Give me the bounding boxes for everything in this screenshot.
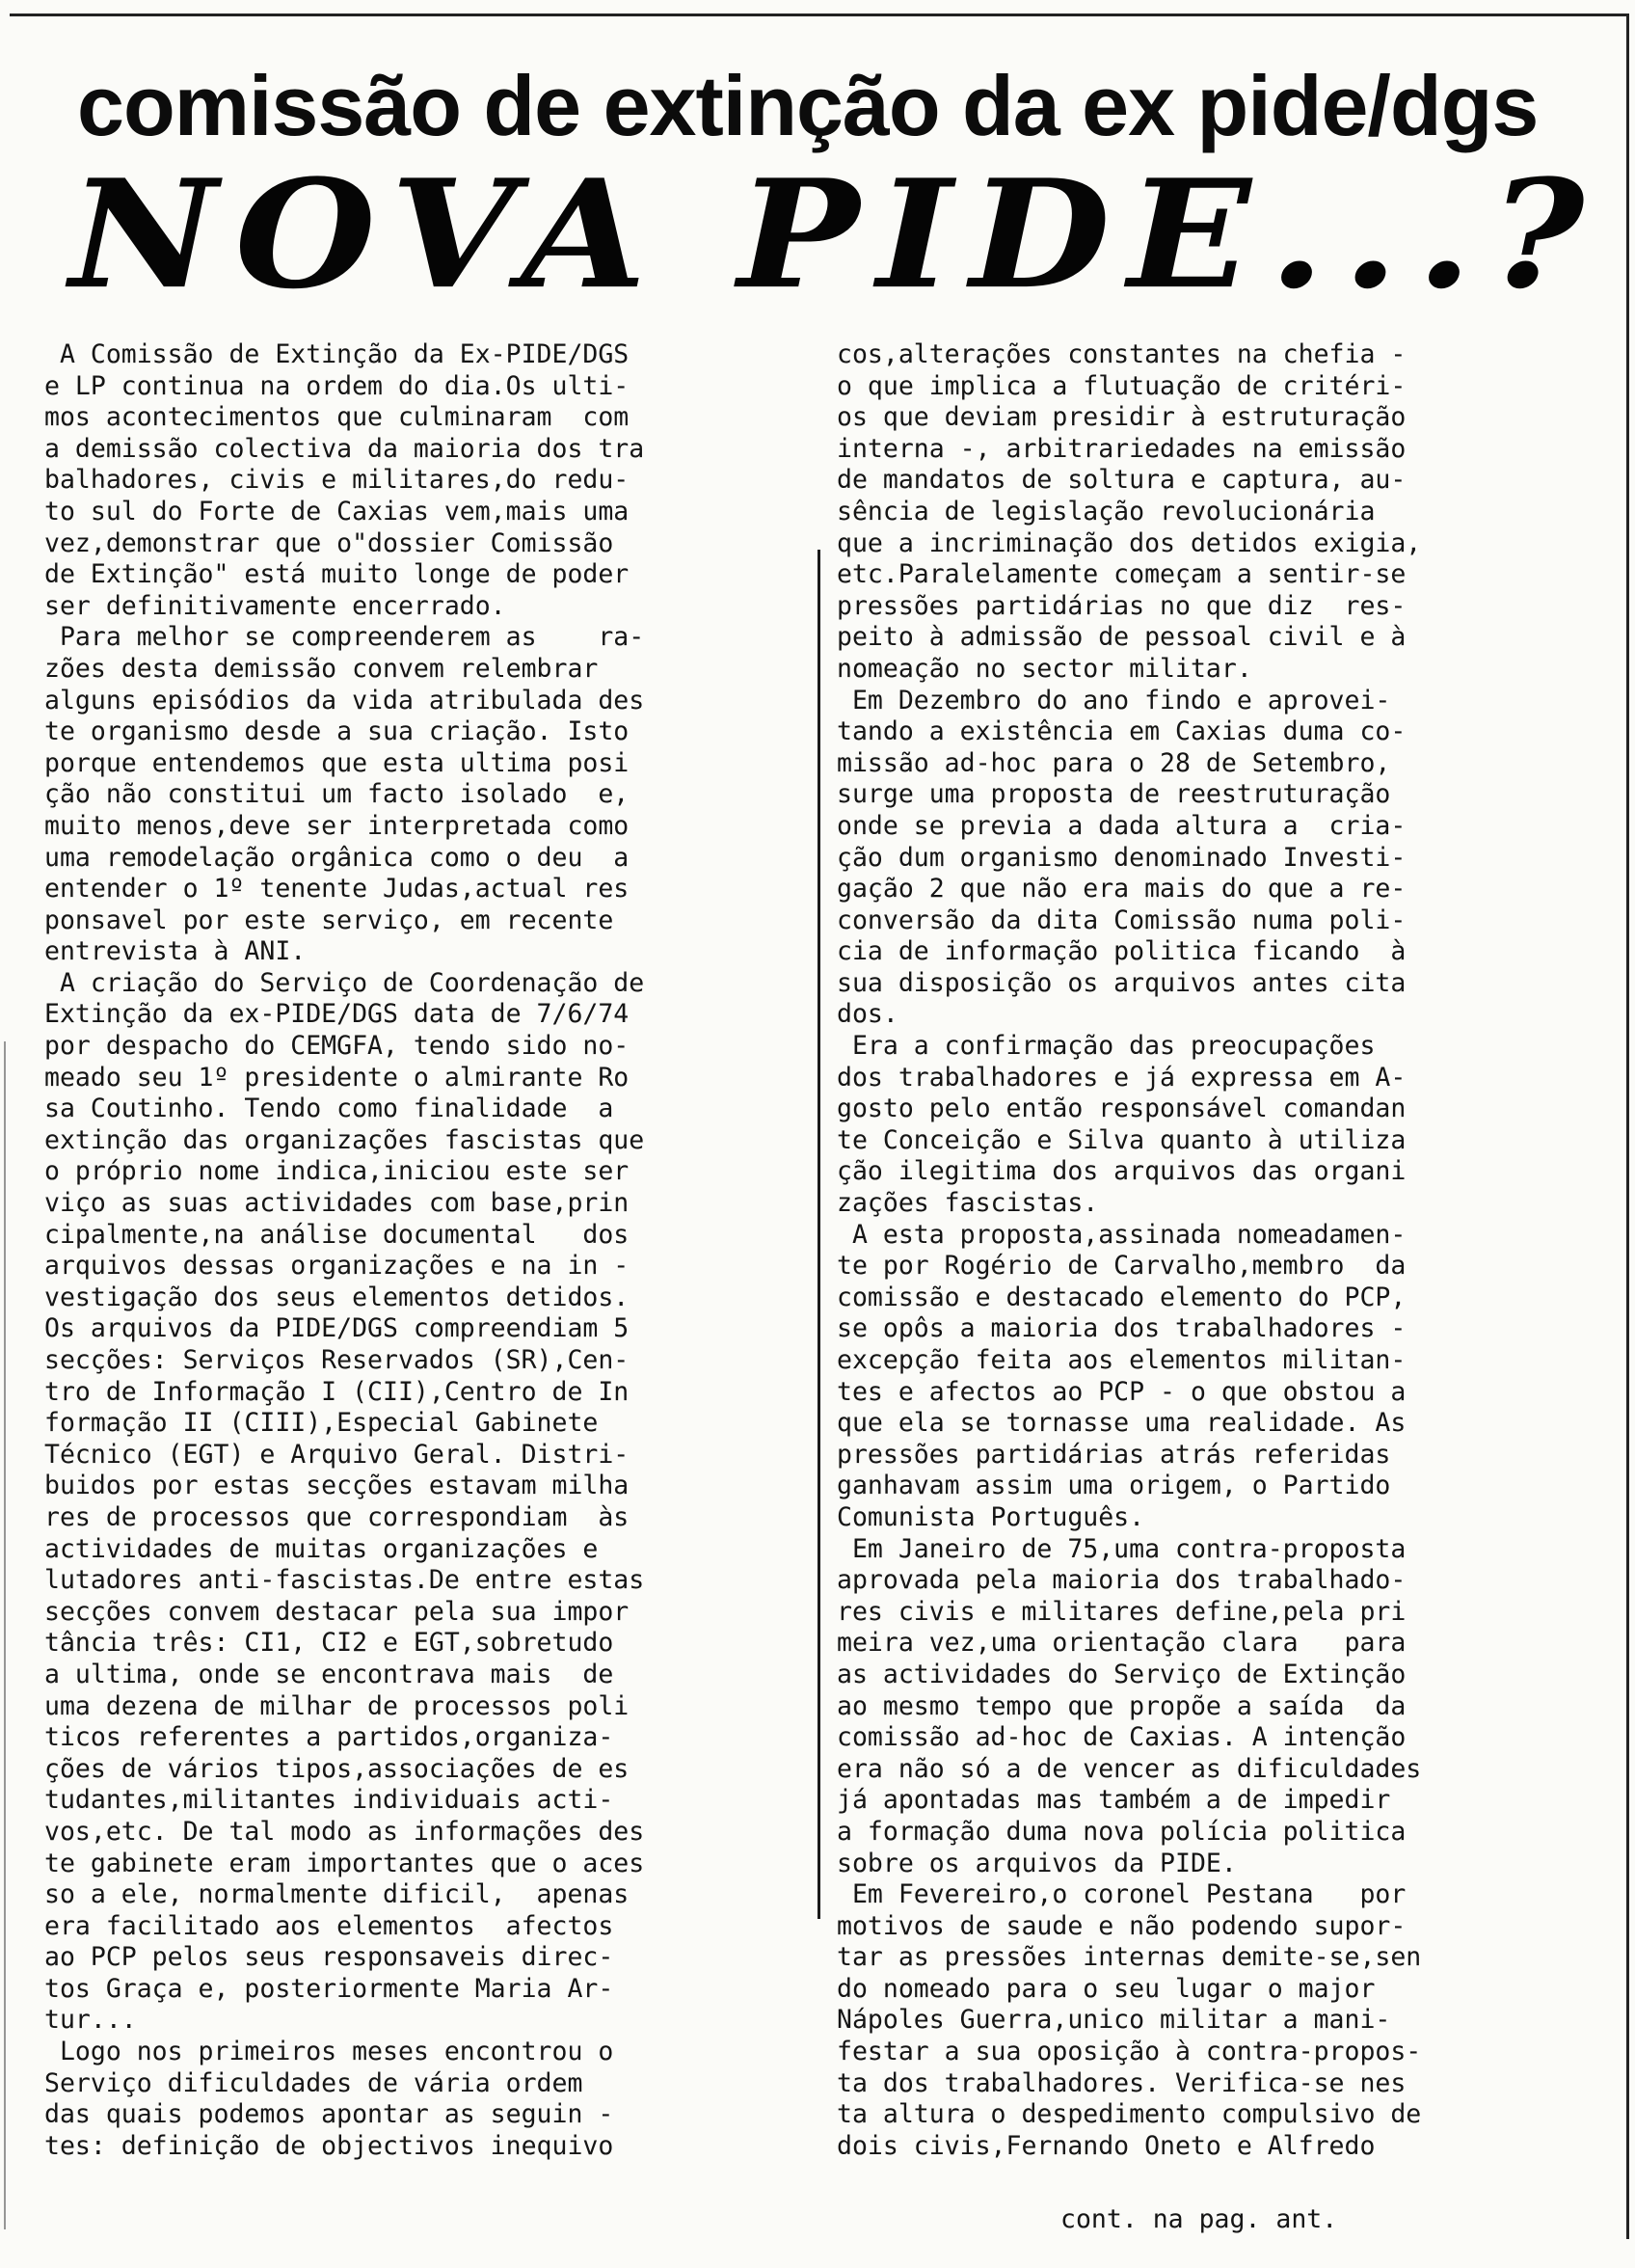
article-line: Comunista Português. bbox=[837, 1501, 1145, 1532]
article-line: por despacho do CEMGFA, tendo sido no- bbox=[44, 1031, 630, 1062]
article-line: to sul do Forte de Caxias vem,mais uma bbox=[44, 496, 630, 526]
article-line: dois civis,Fernando Oneto e Alfredo bbox=[837, 2130, 1376, 2161]
article-line: tes e afectos ao PCP - o que obstou a bbox=[837, 1376, 1407, 1407]
article-line: meira vez,uma orientação clara para bbox=[837, 1628, 1407, 1659]
article-line: do nomeado para o seu lugar o major bbox=[837, 1973, 1376, 2004]
column-divider bbox=[818, 550, 820, 1919]
article-line: entrevista à ANI. bbox=[44, 936, 307, 967]
article-line: entender o 1º tenente Judas,actual res bbox=[44, 874, 630, 904]
headline-title: NOVA PIDE...? bbox=[69, 146, 1602, 322]
article-line: Extinção da ex-PIDE/DGS data de 7/6/74 bbox=[44, 999, 630, 1030]
article-line: aprovada pela maioria dos trabalhado- bbox=[837, 1565, 1407, 1596]
article-line: nomeação no sector militar. bbox=[837, 653, 1252, 684]
article-line: ao PCP pelos seus responsaveis direc- bbox=[44, 1942, 614, 1973]
article-line: tur... bbox=[44, 2005, 137, 2036]
article-line: o próprio nome indica,iniciou este ser bbox=[44, 1156, 630, 1187]
article-line: pressões partidárias atrás referidas bbox=[837, 1439, 1391, 1470]
article-line: as actividades do Serviço de Extinção bbox=[837, 1659, 1407, 1689]
article-left-column bbox=[44, 339, 796, 2162]
article-line: Em Dezembro do ano findo e aprovei- bbox=[837, 685, 1391, 716]
article-line: que ela se tornasse uma realidade. As bbox=[837, 1408, 1407, 1439]
article-line: ser definitivamente encerrado. bbox=[44, 590, 506, 621]
article-line: formação II (CIII),Especial Gabinete bbox=[44, 1408, 599, 1439]
article-line: te organismo desde a sua criação. Isto bbox=[44, 716, 630, 747]
article-line: pressões partidárias no que diz res- bbox=[837, 590, 1407, 621]
article-line: vestigação dos seus elementos detidos. bbox=[44, 1282, 630, 1312]
article-line: A criação do Serviço de Coordenação de bbox=[44, 967, 645, 998]
article-line: secções convem destacar pela sua impor bbox=[44, 1596, 630, 1627]
article-line: dos trabalhadores e já expressa em A- bbox=[837, 1062, 1407, 1093]
article-line: de Extinção" está muito longe de poder bbox=[44, 559, 630, 590]
article-line: tar as pressões internas demite-se,sen bbox=[837, 1942, 1422, 1973]
article-line: a ultima, onde se encontrava mais de bbox=[44, 1659, 614, 1689]
article-line: sa Coutinho. Tendo como finalidade a bbox=[44, 1094, 614, 1124]
article-line: vos,etc. De tal modo as informações des bbox=[44, 1816, 645, 1847]
article-line: sobre os arquivos da PIDE. bbox=[837, 1848, 1237, 1878]
article-line: cipalmente,na análise documental dos bbox=[44, 1219, 630, 1250]
article-line: interna -, arbitrariedades na emissão bbox=[837, 433, 1407, 464]
article-line: extinção das organizações fascistas que bbox=[44, 1124, 645, 1155]
article-line: porque entendemos que esta ultima posi bbox=[44, 747, 630, 778]
article-line: tância três: CI1, CI2 e EGT,sobretudo bbox=[44, 1628, 614, 1659]
article-right-column bbox=[837, 339, 1589, 2162]
article-line: dos. bbox=[837, 999, 898, 1030]
article-line: já apontadas mas também a de impedir bbox=[837, 1785, 1391, 1816]
article-line: excepção feita aos elementos militan- bbox=[837, 1345, 1407, 1375]
article-line: te Conceição e Silva quanto à utiliza bbox=[837, 1124, 1407, 1155]
article-line: Serviço dificuldades de vária ordem bbox=[44, 2067, 583, 2098]
article-line: tro de Informação I (CII),Centro de In bbox=[44, 1376, 630, 1407]
article-line: surge uma proposta de reestruturação bbox=[837, 779, 1391, 810]
article-line: era facilitado aos elementos afectos bbox=[44, 1910, 614, 1941]
article-line: tos Graça e, posteriormente Maria Ar- bbox=[44, 1973, 614, 2004]
right-border-rule bbox=[1626, 14, 1629, 2239]
article-line: gação 2 que não era mais do que a re- bbox=[837, 874, 1407, 904]
article-line: ta dos trabalhadores. Verifica-se nes bbox=[837, 2067, 1407, 2098]
article-line: mos acontecimentos que culminaram com bbox=[44, 402, 630, 433]
article-line: conversão da dita Comissão numa poli- bbox=[837, 904, 1407, 935]
article-line: ção não constitui um facto isolado e, bbox=[44, 779, 630, 810]
article-line: Os arquivos da PIDE/DGS compreendiam 5 bbox=[44, 1313, 630, 1344]
article-line: onde se previa a dada altura a cria- bbox=[837, 810, 1407, 841]
article-line: sua disposição os arquivos antes cita bbox=[837, 967, 1407, 998]
article-line: peito à admissão de pessoal civil e à bbox=[837, 622, 1407, 653]
article-line: a demissão colectiva da maioria dos tra bbox=[44, 433, 645, 464]
article-line: de mandatos de soltura e captura, au- bbox=[837, 465, 1407, 496]
article-line: e LP continua na ordem do dia.Os ulti- bbox=[44, 370, 630, 401]
article-line: buidos por estas secções estavam milha bbox=[44, 1471, 630, 1501]
article-line: zões desta demissão convem relembrar bbox=[44, 653, 599, 684]
article-line: vez,demonstrar que o"dossier Comissão bbox=[44, 527, 614, 558]
article-line: comissão e destacado elemento do PCP, bbox=[837, 1282, 1407, 1312]
article-line: missão ad-hoc para o 28 de Setembro, bbox=[837, 747, 1391, 778]
article-line: lutadores anti-fascistas.De entre estas bbox=[44, 1565, 645, 1596]
top-border-rule bbox=[10, 14, 1629, 16]
article-line: a formação duma nova polícia politica bbox=[837, 1816, 1407, 1847]
article-line: que a incriminação dos detidos exigia, bbox=[837, 527, 1422, 558]
article-line: muito menos,deve ser interpretada como bbox=[44, 810, 630, 841]
article-line: ção dum organismo denominado Investi- bbox=[837, 842, 1407, 873]
article-line: A Comissão de Extinção da Ex-PIDE/DGS bbox=[44, 339, 630, 369]
article-line: ção ilegitima dos arquivos das organi bbox=[837, 1156, 1407, 1187]
article-line: te por Rogério de Carvalho,membro da bbox=[837, 1251, 1407, 1282]
article-line: tudantes,militantes individuais acti- bbox=[44, 1785, 614, 1816]
article-line: das quais podemos apontar as seguin - bbox=[44, 2099, 614, 2130]
article-line: Para melhor se compreenderem as ra- bbox=[44, 622, 645, 653]
article-line: te gabinete eram importantes que o aces bbox=[44, 1848, 645, 1878]
article-line: cos,alterações constantes na chefia - bbox=[837, 339, 1407, 369]
article-line: arquivos dessas organizações e na in - bbox=[44, 1251, 630, 1282]
article-line: gosto pelo então responsável comandan bbox=[837, 1094, 1407, 1124]
article-line: Logo nos primeiros meses encontrou o bbox=[44, 2037, 614, 2067]
article-line: ta altura o despedimento compulsivo de bbox=[837, 2099, 1422, 2130]
article-line: Técnico (EGT) e Arquivo Geral. Distri- bbox=[44, 1439, 630, 1470]
article-line: secções: Serviços Reservados (SR),Cen- bbox=[44, 1345, 630, 1375]
article-line: ganhavam assim uma origem, o Partido bbox=[837, 1471, 1391, 1501]
article-line: comissão ad-hoc de Caxias. A intenção bbox=[837, 1722, 1407, 1753]
article-line: res de processos que correspondiam às bbox=[44, 1501, 630, 1532]
article-line: os que deviam presidir à estruturação bbox=[837, 402, 1407, 433]
article-line: Em Janeiro de 75,uma contra-proposta bbox=[837, 1533, 1407, 1564]
headline-kicker: comissão de extinção da ex pide/dgs bbox=[77, 58, 1539, 153]
article-line: Nápoles Guerra,unico militar a mani- bbox=[837, 2005, 1391, 2036]
article-line: balhadores, civis e militares,do redu- bbox=[44, 465, 630, 496]
article-line: etc.Paralelamente começam a sentir-se bbox=[837, 559, 1407, 590]
article-line: zações fascistas. bbox=[837, 1188, 1099, 1219]
article-line: tando a existência em Caxias duma co- bbox=[837, 716, 1407, 747]
article-line: era não só a de vencer as dificuldades bbox=[837, 1753, 1422, 1784]
article-line: ticos referentes a partidos,organiza- bbox=[44, 1722, 614, 1753]
article-line: Era a confirmação das preocupações bbox=[837, 1031, 1376, 1062]
article-line: uma remodelação orgânica como o deu a bbox=[44, 842, 630, 873]
article-line: ao mesmo tempo que propõe a saída da bbox=[837, 1690, 1407, 1721]
article-line: uma dezena de milhar de processos poli bbox=[44, 1690, 630, 1721]
article-line: o que implica a flutuação de critéri- bbox=[837, 370, 1407, 401]
article-line: res civis e militares define,pela pri bbox=[837, 1596, 1407, 1627]
article-line: motivos de saude e não podendo supor- bbox=[837, 1910, 1407, 1941]
continuation-note: cont. na pag. ant. bbox=[1060, 2204, 1338, 2234]
article-line: so a ele, normalmente dificil, apenas bbox=[44, 1879, 630, 1910]
article-line: actividades de muitas organizações e bbox=[44, 1533, 599, 1564]
article-line: Em Fevereiro,o coronel Pestana por bbox=[837, 1879, 1407, 1910]
article-line: ponsavel por este serviço, em recente bbox=[44, 904, 614, 935]
article-line: viço as suas actividades com base,prin bbox=[44, 1188, 630, 1219]
left-edge-mark bbox=[4, 1041, 6, 2229]
article-line: alguns episódios da vida atribulada des bbox=[44, 685, 645, 716]
article-line: sência de legislação revolucionária bbox=[837, 496, 1376, 526]
article-line: tes: definição de objectivos inequivo bbox=[44, 2130, 614, 2161]
article-line: meado seu 1º presidente o almirante Ro bbox=[44, 1062, 630, 1093]
article-line: se opôs a maioria dos trabalhadores - bbox=[837, 1313, 1407, 1344]
article-line: festar a sua oposição à contra-propos- bbox=[837, 2037, 1422, 2067]
article-line: cia de informação politica ficando à bbox=[837, 936, 1407, 967]
article-line: ções de vários tipos,associações de es bbox=[44, 1753, 630, 1784]
article-line: A esta proposta,assinada nomeadamen- bbox=[837, 1219, 1407, 1250]
